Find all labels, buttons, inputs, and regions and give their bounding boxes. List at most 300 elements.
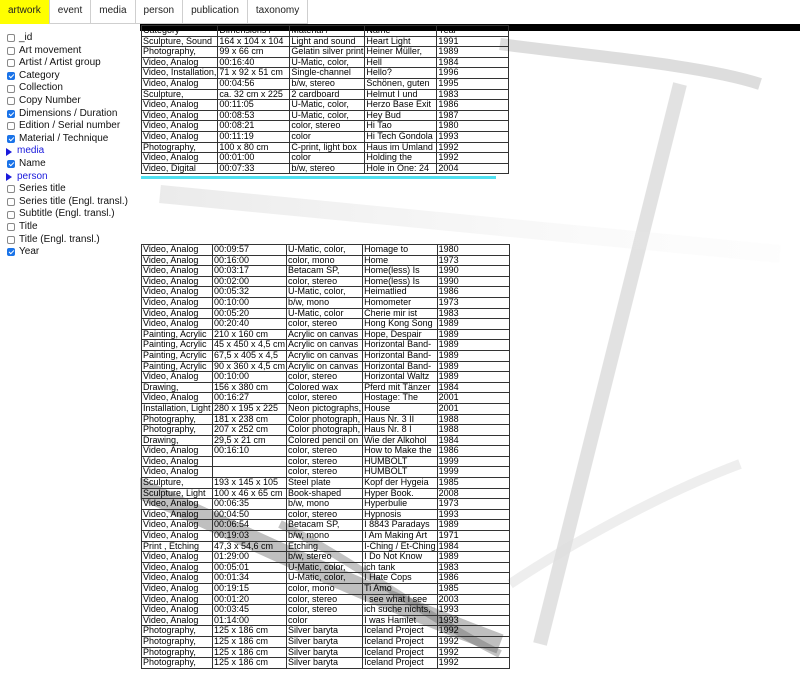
table-cell: 210 x 160 cm <box>213 329 287 340</box>
field-material-technique[interactable] <box>0 133 140 146</box>
table-cell: 1990 <box>437 276 509 287</box>
table-row[interactable] <box>142 626 510 637</box>
table-cell: 2001 <box>437 393 509 404</box>
table-cell: b/w, mono <box>287 531 363 542</box>
table-cell: Video, Analog <box>142 552 213 563</box>
table-cell: 100 x 80 cm <box>218 142 290 153</box>
table-cell: 1993 <box>437 605 509 616</box>
table-cell: U-Matic, color, <box>287 287 363 298</box>
table-cell: Hypnosis <box>363 509 438 520</box>
table-cell: Painting, Acrylic <box>142 361 213 372</box>
field-collection[interactable] <box>0 82 140 95</box>
tab-publication[interactable]: publication <box>183 0 248 24</box>
table-cell: 1996 <box>437 68 509 79</box>
table-cell: Helmut I und <box>365 89 437 100</box>
tab-event[interactable]: event <box>50 0 91 24</box>
table-cell: 67,5 x 405 x 4,5 <box>213 350 287 361</box>
field-subtitle-engl-transl[interactable] <box>0 208 140 221</box>
table-cell: 2003 <box>437 594 509 605</box>
table-cell: 164 x 104 x 104 <box>218 36 290 47</box>
table-cell: Color photograph, <box>287 414 363 425</box>
column-header[interactable]: Category <box>142 26 218 37</box>
table-cell: Haus im Umland <box>365 142 437 153</box>
table-row[interactable] <box>142 36 509 47</box>
table-cell: HUMBOLT <box>363 467 438 478</box>
table-cell: b/w, stereo <box>290 78 365 89</box>
table-cell: color <box>290 153 365 164</box>
table-cell: Iceland Project <box>363 626 438 637</box>
table-row[interactable] <box>142 276 510 287</box>
table-cell: 1985 <box>437 584 509 595</box>
table-cell: Video, Analog <box>142 520 213 531</box>
table-cell: I Hate Cops <box>363 573 438 584</box>
table-cell: I Do Not Know <box>363 552 438 563</box>
table-cell: color, stereo <box>287 319 363 330</box>
table-cell: color <box>287 615 363 626</box>
table-cell: 90 x 360 x 4,5 cm <box>214 361 286 371</box>
table-row[interactable] <box>142 541 510 552</box>
table-cell: Horizontal Band- <box>363 361 438 372</box>
field-label: _id <box>19 32 33 43</box>
field-group-person[interactable] <box>0 171 140 184</box>
field-series-title-engl-transl[interactable] <box>0 196 140 209</box>
table-cell: C-print, light box <box>290 142 365 153</box>
table-row[interactable] <box>142 647 510 658</box>
field-label: Subtitle (Engl. transl.) <box>19 208 115 220</box>
table-cell: Video, Analog <box>142 121 218 132</box>
table-cell: Video, Analog <box>142 562 213 573</box>
checkbox[interactable] <box>7 110 15 118</box>
table-row[interactable] <box>142 340 510 351</box>
table-cell: Sculpture, <box>142 89 218 100</box>
table-cell: Haus Nr. 3 II <box>363 414 438 425</box>
table-row[interactable] <box>142 562 510 573</box>
table-cell: Hope, Despair <box>363 329 438 340</box>
table-row[interactable] <box>142 403 510 414</box>
table-cell: Light and sound <box>290 36 365 47</box>
table-cell: U-Matic, color, <box>290 57 365 68</box>
table-cell: 1999 <box>437 467 509 478</box>
table-cell: Print , Etching <box>142 541 213 552</box>
table-cell: Holding the <box>365 153 437 164</box>
field-id[interactable] <box>0 32 140 45</box>
table-row[interactable] <box>142 255 510 266</box>
table-row[interactable] <box>142 414 510 425</box>
table-cell: 29,5 x 21 cm <box>213 435 287 446</box>
field-label: Year <box>19 246 40 258</box>
field-label: Title <box>19 220 38 232</box>
table-cell: Colored pencil on <box>287 435 363 446</box>
table-cell: U-Matic, color, <box>287 573 363 584</box>
table-cell: 181 x 238 cm <box>213 414 287 425</box>
field-label: media <box>17 145 45 157</box>
table-cell: U-Matic, color, <box>287 562 363 573</box>
table-cell: Video, Analog <box>142 110 218 121</box>
table-cell: Video, Analog <box>142 509 213 520</box>
table-cell: 00:03:45 <box>213 605 287 616</box>
table-cell: Painting, Acrylic <box>142 350 213 361</box>
table-cell: Haus Nr. 8 I <box>363 425 438 436</box>
table-cell: 00:01:34 <box>213 573 287 584</box>
field-label: Collection <box>19 82 63 94</box>
table-cell: b/w, mono <box>287 499 363 510</box>
checkbox[interactable] <box>7 211 15 219</box>
table-row[interactable] <box>142 297 510 308</box>
table-row[interactable] <box>142 131 509 142</box>
table-cell: color, stereo <box>290 121 365 132</box>
field-art-movement[interactable] <box>0 45 140 58</box>
table-row[interactable] <box>142 245 510 256</box>
checkbox[interactable] <box>7 160 15 168</box>
table-cell: Sculpture, Light <box>142 488 213 499</box>
table-cell: Hello? <box>365 68 437 79</box>
expand-triangle-icon[interactable] <box>6 148 12 156</box>
table-row[interactable] <box>142 499 510 510</box>
field-series-title[interactable] <box>0 183 140 196</box>
table-cell: Colored wax <box>287 382 363 393</box>
table-cell: 1986 <box>437 573 509 584</box>
table-cell: Ti Amo <box>363 584 438 595</box>
table-cell: Home(less) Is <box>363 276 438 287</box>
field-label: Dimensions / Duration <box>19 107 118 119</box>
field-list <box>0 32 140 259</box>
checkbox[interactable] <box>7 185 15 193</box>
table-cell: Pferd mit Tänzer <box>363 382 438 393</box>
table-cell: 1989 <box>437 372 509 383</box>
table-cell: Silver baryta <box>287 636 363 647</box>
table-cell: Acrylic on canvas <box>287 340 363 351</box>
table-row[interactable] <box>142 520 510 531</box>
table-row[interactable] <box>142 78 509 89</box>
table-cell: Cherie mir ist <box>363 308 438 319</box>
table-cell: Silver baryta <box>287 626 363 637</box>
table-row[interactable] <box>142 467 510 478</box>
table-cell: 2008 <box>437 488 509 499</box>
table-cell: Video, Analog <box>142 615 213 626</box>
table-row[interactable] <box>142 100 509 111</box>
table-cell: 1973 <box>437 255 509 266</box>
table-cell: I see what I see <box>363 594 438 605</box>
table-cell: HUMBOLT <box>363 456 438 467</box>
table-row[interactable] <box>142 584 510 595</box>
table-row[interactable] <box>142 393 510 404</box>
table-cell: Photography, <box>142 647 213 658</box>
table-cell: Hey Bud <box>365 110 437 121</box>
table-cell: Photography, <box>142 414 213 425</box>
table-cell: 00:11:05 <box>218 100 290 111</box>
table-cell: 00:16:40 <box>218 57 290 68</box>
table-cell: I 8843 Paradays <box>363 520 438 531</box>
table-cell: color, stereo <box>287 467 363 478</box>
expand-triangle-icon[interactable] <box>6 173 12 181</box>
table-cell: Kopf der Hygeia <box>363 478 438 489</box>
table-cell: 1993 <box>437 615 509 626</box>
table-cell: Homometer <box>363 297 438 308</box>
table-cell: Video, Analog <box>142 372 213 383</box>
field-name[interactable] <box>0 158 140 171</box>
table-row[interactable] <box>142 121 509 132</box>
table-cell: Video, Analog <box>142 287 213 298</box>
checkbox[interactable] <box>7 85 15 93</box>
table-cell: 1973 <box>437 297 509 308</box>
table-cell: color, stereo <box>287 605 363 616</box>
table-row[interactable] <box>142 573 510 584</box>
table-cell: 00:02:00 <box>213 276 287 287</box>
table-cell: Heart Light <box>365 36 437 47</box>
table-cell: 1989 <box>437 520 509 531</box>
table-cell: Gelatin silver print <box>291 46 364 57</box>
table-cell: 1984 <box>437 435 509 446</box>
table-cell: Hole in One: 24 <box>365 163 437 174</box>
table-cell: Heimatlied <box>363 287 438 298</box>
tab-artwork[interactable]: artwork <box>0 0 50 24</box>
table-row[interactable] <box>142 456 510 467</box>
table-cell: Video, Analog <box>142 531 213 542</box>
table-cell: Video, Analog <box>142 266 213 277</box>
table-cell: color <box>290 131 365 142</box>
table-cell: 00:16:10 <box>213 446 287 457</box>
table-cell: 1992 <box>437 658 509 669</box>
table-cell: Hyperbulie <box>363 499 438 510</box>
table-row[interactable] <box>142 658 510 669</box>
table-cell: Video, Analog <box>142 393 213 404</box>
table-cell: 1990 <box>437 266 509 277</box>
table-cell <box>213 456 287 467</box>
table-cell: 00:16:27 <box>213 393 287 404</box>
results-table-top <box>141 25 509 174</box>
tab-person[interactable]: person <box>136 0 184 24</box>
table-row[interactable] <box>142 142 509 153</box>
table-row[interactable] <box>142 47 509 58</box>
table-cell: 00:16:00 <box>213 255 287 266</box>
table-cell: Single-channel <box>290 68 365 79</box>
table-row[interactable] <box>142 89 509 100</box>
tab-taxonomy[interactable]: taxonomy <box>248 0 308 24</box>
table-cell: 00:10:00 <box>213 372 287 383</box>
table-cell: 1989 <box>437 340 509 351</box>
table-cell: 00:09:57 <box>213 245 287 256</box>
checkbox[interactable] <box>7 47 15 55</box>
checkbox[interactable] <box>7 223 15 231</box>
table-cell: Hyper Book. <box>363 488 438 499</box>
table-cell: 45 x 450 x 4,5 cm <box>214 339 286 350</box>
table-row[interactable] <box>142 287 510 298</box>
table-cell: Herzo Base Exit <box>365 100 437 111</box>
table-cell: House <box>363 403 438 414</box>
table-cell: Horizontal Band- <box>363 350 438 361</box>
field-title-engl-transl[interactable] <box>0 234 140 247</box>
table-cell: Painting, Acrylic <box>142 329 213 340</box>
table-row[interactable] <box>142 68 509 79</box>
column-header[interactable]: Material / <box>290 26 365 37</box>
table-row[interactable] <box>142 110 509 121</box>
table-row[interactable] <box>142 319 510 330</box>
table-row[interactable] <box>142 163 509 174</box>
table-cell: U-Matic, color <box>287 308 363 319</box>
table-cell: 280 x 195 x 225 <box>213 403 287 414</box>
table-row[interactable] <box>142 425 510 436</box>
table-row[interactable] <box>142 594 510 605</box>
checkbox[interactable] <box>7 135 15 143</box>
checkbox[interactable] <box>7 198 15 206</box>
table-cell: Video, Analog <box>142 319 213 330</box>
column-header[interactable]: Name <box>365 26 437 37</box>
table-cell: 1989 <box>437 47 509 58</box>
table-cell: 00:19:15 <box>213 584 287 595</box>
table-cell: Acrylic on canvas <box>287 329 363 340</box>
tab-bar <box>0 0 800 24</box>
table-row[interactable] <box>142 308 510 319</box>
checkbox[interactable] <box>7 248 15 256</box>
table-row[interactable] <box>142 552 510 563</box>
field-dimensions-duration[interactable] <box>0 108 140 121</box>
table-cell: Drawing, <box>142 435 213 446</box>
table-cell: 00:05:20 <box>213 308 287 319</box>
table-cell: Photography, <box>142 142 218 153</box>
table-cell: color, stereo <box>287 393 363 404</box>
checkbox[interactable] <box>7 122 15 130</box>
field-label: Title (Engl. transl.) <box>19 233 100 245</box>
table-row[interactable] <box>142 153 509 164</box>
table-cell: I Am Making Art <box>363 531 438 542</box>
table-cell: 100 x 46 x 65 cm <box>213 488 287 499</box>
table-row[interactable] <box>142 509 510 520</box>
table-cell: 1989 <box>437 350 509 361</box>
table-cell: Painting, Acrylic <box>142 340 213 351</box>
table-cell: Hostage: The <box>363 393 438 404</box>
tab-media[interactable]: media <box>91 0 135 24</box>
table-cell: Video, Analog <box>142 605 213 616</box>
table-row[interactable] <box>142 636 510 647</box>
table-cell: Video, Analog <box>142 584 213 595</box>
field-group-media[interactable] <box>0 145 140 158</box>
table-cell: Photography, <box>142 626 213 637</box>
results-table-bottom <box>141 244 510 669</box>
table-cell: color, mono <box>287 255 363 266</box>
table-cell: Wie der Alkohol <box>363 435 438 446</box>
table-cell: 1980 <box>437 121 509 132</box>
table-cell: Video, Analog <box>142 297 213 308</box>
table-cell: 00:06:35 <box>213 499 287 510</box>
table-cell: Horizontal Waltz <box>363 372 438 383</box>
table-cell: 1985 <box>437 478 509 489</box>
table-cell: 1991 <box>437 36 509 47</box>
table-row[interactable] <box>142 361 510 372</box>
selection-line <box>141 176 496 179</box>
field-artist-artist-group[interactable] <box>0 57 140 70</box>
table-cell: 01:29:00 <box>213 552 287 563</box>
table-cell: color, stereo <box>287 372 363 383</box>
table-cell: Video, Analog <box>142 131 218 142</box>
table-cell: Video, Analog <box>142 499 213 510</box>
column-header[interactable]: Year <box>437 26 509 37</box>
checkbox[interactable] <box>7 72 15 80</box>
table-cell: How to Make the <box>363 446 438 457</box>
table-cell: 00:20:40 <box>213 319 287 330</box>
field-category[interactable] <box>0 70 140 83</box>
table-cell: U-Matic, color, <box>290 100 365 111</box>
field-title[interactable] <box>0 221 140 234</box>
table-cell: 1992 <box>437 647 509 658</box>
table-cell: ich suche nichts, <box>363 605 438 616</box>
table-cell: Video, Analog <box>142 255 213 266</box>
table-cell: 00:08:21 <box>218 121 290 132</box>
table-cell: Iceland Project <box>363 647 438 658</box>
table-cell: b/w, stereo <box>287 552 363 563</box>
table-cell: Hell <box>365 57 437 68</box>
table-row[interactable] <box>142 266 510 277</box>
checkbox[interactable] <box>7 236 15 244</box>
table-cell: Video, Analog <box>142 308 213 319</box>
table-cell: 1988 <box>437 414 509 425</box>
table-cell: Horizontal Band- <box>363 340 438 351</box>
table-cell: Home(less) Is <box>363 266 438 277</box>
field-label: Art movement <box>19 44 82 56</box>
table-cell: 00:08:53 <box>218 110 290 121</box>
table-cell: Video, Analog <box>142 153 218 164</box>
table-row[interactable] <box>142 382 510 393</box>
table-cell: 2004 <box>437 163 509 174</box>
field-edition-serial-number[interactable] <box>0 120 140 133</box>
table-cell: Iceland Project <box>363 636 438 647</box>
table-cell: 1983 <box>437 562 509 573</box>
table-cell: 00:11:19 <box>218 131 290 142</box>
checkbox[interactable] <box>7 97 15 105</box>
table-cell: 1980 <box>437 245 509 256</box>
table-row[interactable] <box>142 488 510 499</box>
table-cell: 1989 <box>437 552 509 563</box>
table-cell: Installation, Light <box>143 403 211 413</box>
table-cell: 1989 <box>437 329 509 340</box>
table-row[interactable] <box>142 615 510 626</box>
table-row[interactable] <box>142 446 510 457</box>
table-cell: 1992 <box>437 636 509 647</box>
table-cell: Photography, <box>142 658 213 669</box>
table-cell: 1984 <box>437 57 509 68</box>
column-header[interactable]: Dimensions / <box>218 26 290 37</box>
checkbox[interactable] <box>7 34 15 42</box>
table-cell: Color photograph, <box>287 425 363 436</box>
table-cell: color, stereo <box>287 456 363 467</box>
table-cell: 1988 <box>437 425 509 436</box>
table-cell: 125 x 186 cm <box>213 626 287 637</box>
checkbox[interactable] <box>7 59 15 67</box>
table-row[interactable] <box>142 57 509 68</box>
table-row[interactable] <box>142 605 510 616</box>
field-year[interactable] <box>0 246 140 259</box>
table-cell: Acrylic on canvas <box>287 350 363 361</box>
table-cell: 1989 <box>437 319 509 330</box>
field-copy-number[interactable] <box>0 95 140 108</box>
table-row[interactable] <box>142 372 510 383</box>
table-cell: U-Matic, color, <box>287 245 363 256</box>
table-row[interactable] <box>142 478 510 489</box>
table-row[interactable] <box>142 329 510 340</box>
table-row[interactable] <box>142 350 510 361</box>
table-cell: I was Hamlet <box>363 615 438 626</box>
table-cell: 00:01:20 <box>213 594 287 605</box>
table-row[interactable] <box>142 435 510 446</box>
table-cell: Hong Kong Song <box>363 319 438 330</box>
table-row[interactable] <box>142 531 510 542</box>
table-cell: color, stereo <box>287 446 363 457</box>
table-cell: 1984 <box>437 541 509 552</box>
table-cell: Video, Analog <box>142 446 213 457</box>
table-cell: Video, Analog <box>142 245 213 256</box>
table-cell: Schönen, guten <box>365 78 437 89</box>
table-cell: Homage to <box>363 245 438 256</box>
table-cell: Neon pictographs, <box>288 403 362 413</box>
